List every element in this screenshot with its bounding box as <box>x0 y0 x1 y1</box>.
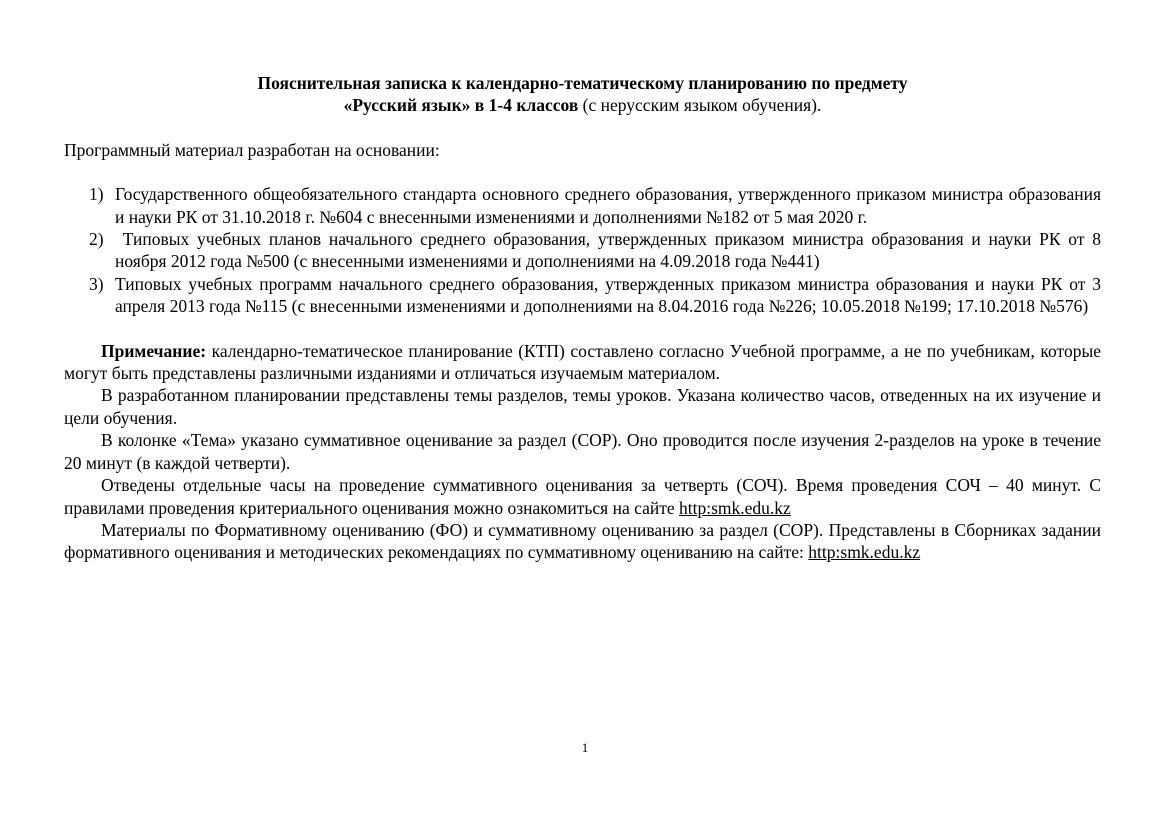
title-line-2-bold: «Русский язык» в 1-4 классов <box>343 95 579 116</box>
note-paragraph <box>64 384 1101 429</box>
note-text: календарно-тематическое планирование (КТП) составлено согласно Учебной программе, а не по учебникам, которые могут быть представлены различными изданиями и отличаться изучаемым материалом. <box>64 340 1101 384</box>
title-line-1 <box>64 72 1101 94</box>
list-item <box>64 273 1101 318</box>
list-item-number: 3) <box>89 273 104 294</box>
list-item <box>64 183 1101 228</box>
list-item-text: Типовых учебных программ начального среднего образования, утвержденных приказом министра образования и науки РК от 3 апреля 2013 года №115 (с внесенными изменениями и дополнениями на 8.04.2016 года №226; 10.05.2018 №199; 17.10.2018 №576) <box>115 273 1101 317</box>
note-text: В колонке «Тема» указано суммативное оценивание за раздел (СОР). Оно проводится после изучения 2-разделов на уроке в течение 20 минут (в каждой четверти). <box>64 430 1101 473</box>
smk-edu-link[interactable]: http:smk.edu.kz <box>808 542 921 563</box>
title-line-2-regular: (с нерусским языком обучения). <box>578 95 822 116</box>
page-number: 1 <box>581 740 589 755</box>
document-content <box>64 72 1101 564</box>
note-paragraph <box>64 474 1101 519</box>
list-item-number: 1) <box>89 184 104 205</box>
document-title <box>64 72 1101 117</box>
notes-section <box>64 340 1101 564</box>
note-paragraph <box>64 519 1101 564</box>
note-paragraph <box>64 429 1101 474</box>
legal-basis-list <box>64 183 1101 317</box>
smk-edu-link[interactable]: http:smk.edu.kz <box>679 497 791 518</box>
note-text: Материалы по Формативному оцениванию (ФО) и суммативному оцениванию за раздел (СОР). Представлены в Сборниках задании формативного оценивания и методических рекомендациях по суммативному оцениванию на сайте: <box>64 519 1101 563</box>
intro-paragraph: Программный материал разработан на основании: <box>64 139 440 160</box>
title-line-2 <box>64 94 1101 116</box>
note-paragraph <box>64 340 1101 385</box>
title-line-1-text: Пояснительная записка к календарно-тематическому планированию по предмету <box>257 73 908 93</box>
list-item <box>64 228 1101 273</box>
list-item-number: 2) <box>89 229 104 250</box>
list-item-text: Государственного общеобязательного стандарта основного среднего образования, утвержденного приказом министра образования и науки РК от 31.10.2018 г. №604 с внесенными изменениями и дополнениями №182 от 5 мая 2020 г. <box>115 184 1101 227</box>
list-item-text: Типовых учебных планов начального среднего образования, утвержденных приказом министра образования и науки РК от 8 ноября 2012 года №500 (с внесенными изменениями и дополнениями на 4.09.2018 года №441) <box>115 229 1101 272</box>
note-text: В разработанном планировании представлены темы разделов, темы уроков. Указана количество часов, отведенных на их изучение и цели обучения. <box>64 385 1101 428</box>
note-lead-bold: Примечание: <box>101 340 207 361</box>
note-text: Отведены отдельные часы на проведение суммативного оценивания за четверть (СОЧ). Время проведения СОЧ – 40 минут. С правилами проведения критериального оценивания можно ознакомиться на сайте <box>64 475 1101 518</box>
